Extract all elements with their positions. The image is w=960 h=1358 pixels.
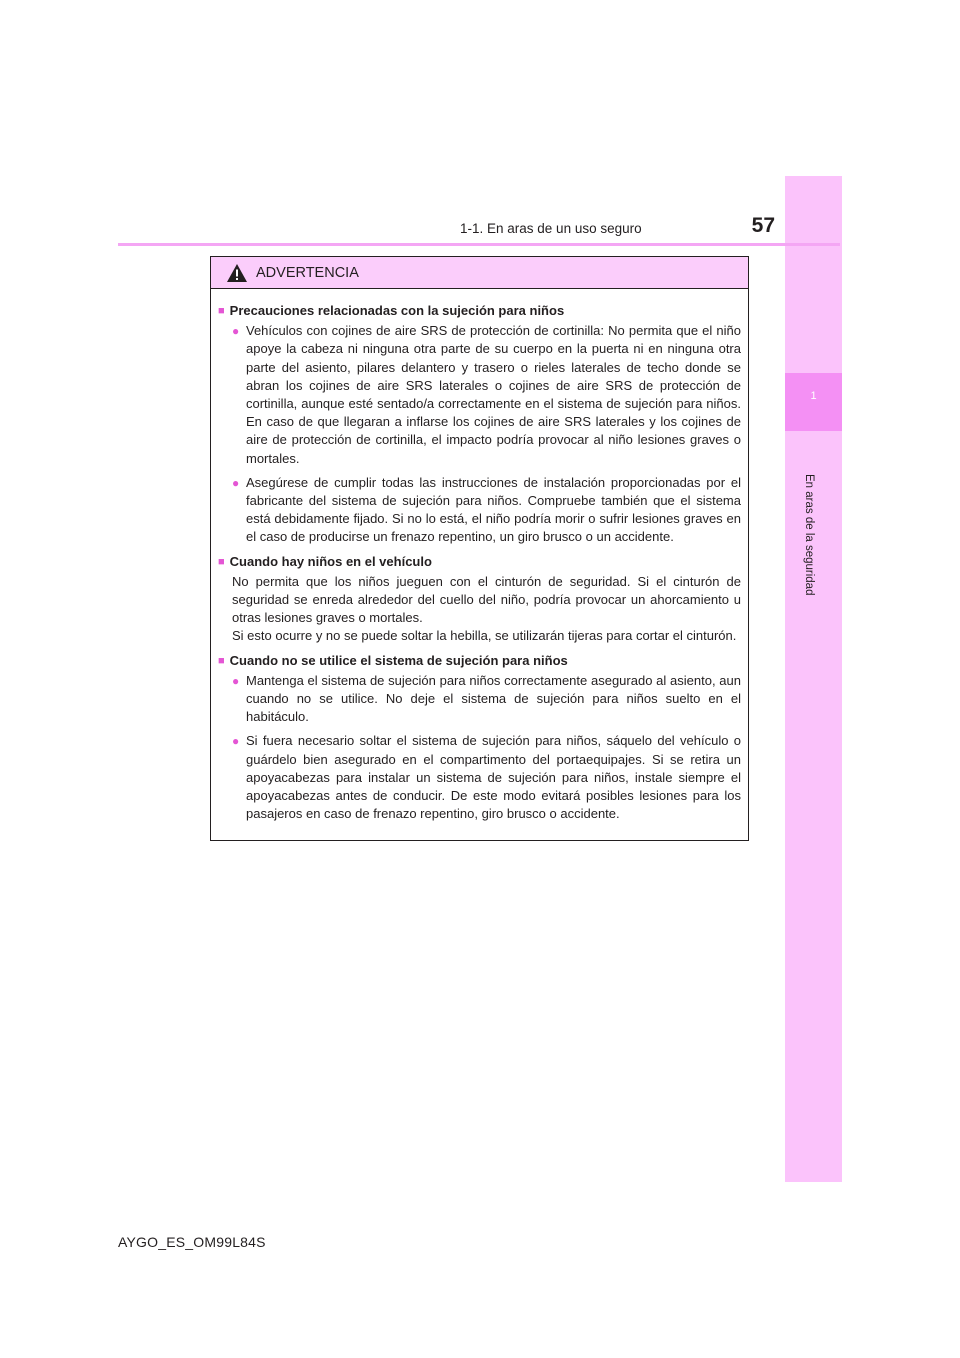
list-item-text: Asegúrese de cumplir todas las instrucciones de instalación proporcionadas por el fabricante del sistema de sujeción para niños. Compruebe también que el sistema está debidamente fijado. Si no lo está, el niño podría morir o sufrir lesiones graves en el caso de producirse un frenazo repentino, un giro brusco o un accidente. [246, 474, 741, 545]
list-item-text: Mantenga el sistema de sujeción para niños correctamente asegurado al asiento, aun cuando no se utilice. No deje el sistema de sujeción para niños suelto en el habitáculo. [246, 672, 741, 725]
warning-content [211, 289, 748, 823]
warning-label: ADVERTENCIA [256, 264, 359, 281]
chapter-title: En aras de la seguridad [803, 474, 815, 596]
list-item-text: Vehículos con cojines de aire SRS de protección de cortinilla: No permita que el niño apoye la cabeza ni ninguna otra parte de su cuerpo en la puerta ni en ninguna otra parte del asiento, pilares delantero y trasero o rieles laterales de techo donde se abran los cojines de aire SRS laterales o cojines de aire SRS de protección de cortinilla, aunque esté sentado/a correctamente en el sistema de sujeción para niños. En caso de que llegaran a inflarse los cojines de aire SRS laterales y los cojines de aire de protección de cortinilla, el impacto podría provocar al niño lesiones graves o mortales. [246, 323, 741, 466]
warning-triangle-icon [226, 263, 248, 283]
warning-box [210, 256, 749, 841]
header-divider [118, 243, 840, 246]
page-number: 57 [751, 214, 775, 237]
heading-text: Precauciones relacionadas con la sujeción para niños [229, 303, 565, 318]
list-item [232, 474, 741, 547]
heading-text: Cuando hay niños en el vehículo [229, 553, 432, 569]
square-bullet-icon: ■ [218, 654, 225, 667]
round-bullet-icon: ● [232, 324, 240, 339]
square-bullet-icon: ■ [218, 305, 225, 317]
heading-text: Cuando no se utilice el sistema de sujeción para niños [229, 652, 568, 668]
list-item [232, 672, 741, 727]
list-item-text: Si fuera necesario soltar el sistema de sujeción para niños, sáquelo del vehículo o guárdelo bien asegurado en el compartimento del portaequipajes. Si se retira un apoyacabezas para instalar un sistema de sujeción para niños, instale siempre el apoyacabezas antes de conducir. De este modo evitará posibles lesiones para los pasajeros en caso de frenazo repentino, giro brusco o accidente. [246, 733, 741, 822]
warning-header [211, 257, 748, 289]
side-tab [785, 176, 842, 1182]
paragraph-text: No permita que los niños jueguen con el cinturón de seguridad. Si el cinturón de seguridad se enreda alrededor del cuello del niño, podría provocar un ahorcamiento u otras lesiones graves o mortales. [232, 573, 741, 626]
paragraph-text: Si esto ocurre y no se puede soltar la hebilla, se utilizarán tijeras para cortar el cinturón. [232, 628, 737, 644]
square-bullet-icon: ■ [218, 555, 225, 568]
section-heading [218, 652, 741, 670]
section-title: 1-1. En aras de un uso seguro [460, 221, 642, 236]
round-bullet-icon: ● [232, 673, 240, 688]
paragraph [232, 573, 741, 646]
section-heading [218, 553, 741, 571]
document-code: AYGO_ES_OM99L84S [118, 1234, 266, 1250]
round-bullet-icon: ● [232, 734, 240, 749]
chapter-number: 1 [810, 390, 817, 402]
list-item [232, 322, 741, 468]
side-tab-chapter-marker [785, 373, 842, 431]
list-item [232, 732, 741, 823]
round-bullet-icon: ● [232, 475, 240, 490]
section-heading [218, 302, 741, 320]
